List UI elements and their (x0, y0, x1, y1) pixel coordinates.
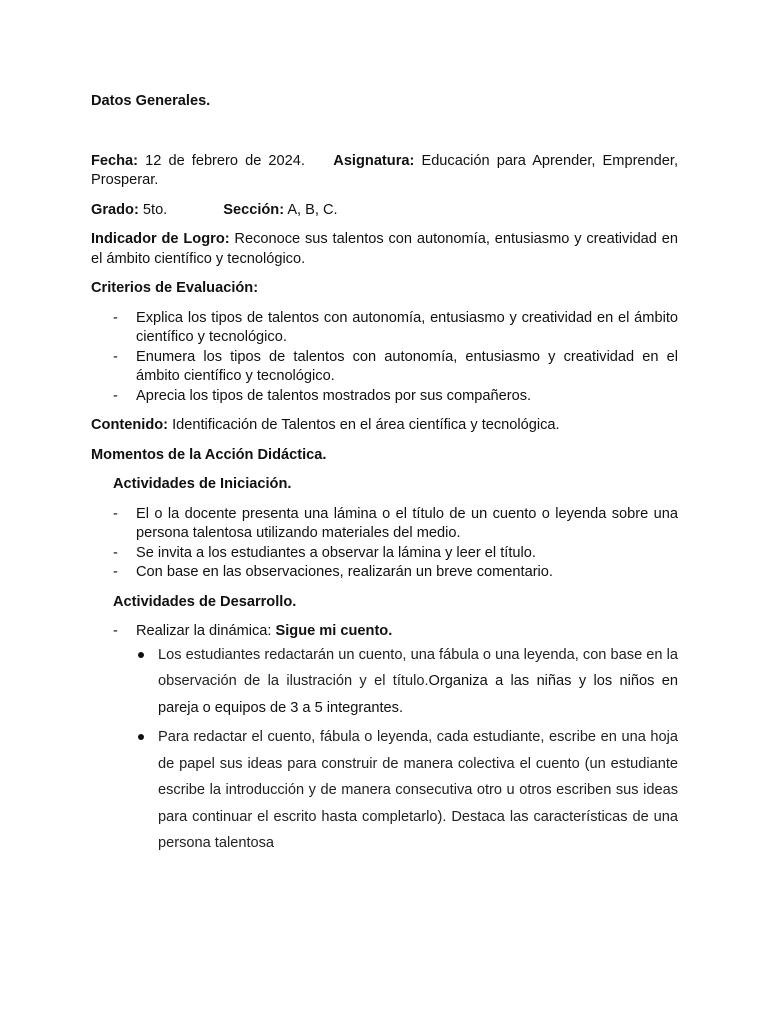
indicador-label: Indicador de Logro: (91, 231, 230, 247)
momentos-heading: Momentos de la Acción Didáctica. (91, 446, 327, 463)
asignatura-value: Educación para Aprender, Emprender, Prosperar. (91, 152, 678, 188)
grado-seccion-line (91, 201, 678, 221)
desarrollo-heading: Actividades de Desarrollo. (113, 593, 297, 610)
contenido-line (91, 416, 678, 436)
list-item: - Explica los tipos de talentos con autonomía, entusiasmo y creatividad en el ámbito científico y tecnológico. (91, 309, 678, 348)
bullet1-text: Los estudiantes redactarán un cuento, una fábula o una leyenda, con base en la observación de la ilustración y el título. (158, 646, 678, 689)
dinamica-name: Sigue mi cuento. (275, 623, 393, 639)
seccion-label: Sección: (223, 201, 285, 218)
list-item (91, 622, 678, 642)
list-item: - Con base en las observaciones, realizarán un breve comentario. (91, 563, 678, 583)
indicador-line (91, 230, 678, 269)
iniciacion-list (91, 505, 678, 583)
asignatura-label: Asignatura: (333, 152, 415, 169)
section-title: Datos Generales. (91, 93, 211, 109)
list-item: - Aprecia los tipos de talentos mostrados por sus compañeros. (91, 387, 678, 407)
list-item (158, 642, 678, 722)
grado-label: Grado: (91, 201, 139, 218)
list-item: - Enumera los tipos de talentos con autonomía, entusiasmo y creatividad en el ámbito científico y tecnológico. (91, 348, 678, 387)
iniciacion-heading: Actividades de Iniciación. (113, 476, 292, 492)
grado-value: 5to. (138, 201, 168, 218)
fecha-label: Fecha: (91, 152, 139, 169)
desarrollo-list (91, 622, 678, 642)
fecha-asignatura-line (91, 152, 678, 191)
criterios-heading: Criterios de Evaluación: (91, 280, 259, 296)
desarrollo-bullets (91, 642, 678, 857)
dinamica-prefix: Realizar la dinámica: (136, 623, 276, 639)
contenido-label: Contenido: (91, 417, 169, 433)
list-item: Para redactar el cuento, fábula o leyenda, cada estudiante, escribe en una hoja de papel sus ideas para construir de manera colectiva el cuento (un estudiante escribe la introducción y de manera consecutiva otro u otros escriben sus ideas para continuar el escrito hasta completarlo). Destaca las características de una persona talentosa (158, 724, 678, 857)
bullet1-tail: Organiza a las niñas y los niños en pareja o equipos de 3 a 5 integrantes. (158, 673, 678, 716)
list-item: - El o la docente presenta una lámina o el título de un cuento o leyenda sobre una persona talentosa utilizando materiales del medio. (91, 505, 678, 544)
seccion-value: A, B, C. (284, 201, 338, 218)
list-item: - Se invita a los estudiantes a observar la lámina y leer el título. (91, 544, 678, 564)
document-content (91, 92, 678, 860)
indicador-value: Reconoce sus talentos con autonomía, entusiasmo y creatividad en el ámbito científico y tecnológico. (91, 231, 678, 267)
criterios-list (91, 309, 678, 407)
fecha-value: 12 de febrero de 2024. (138, 152, 305, 169)
contenido-value: Identificación de Talentos en el área científica y tecnológica. (168, 417, 560, 433)
